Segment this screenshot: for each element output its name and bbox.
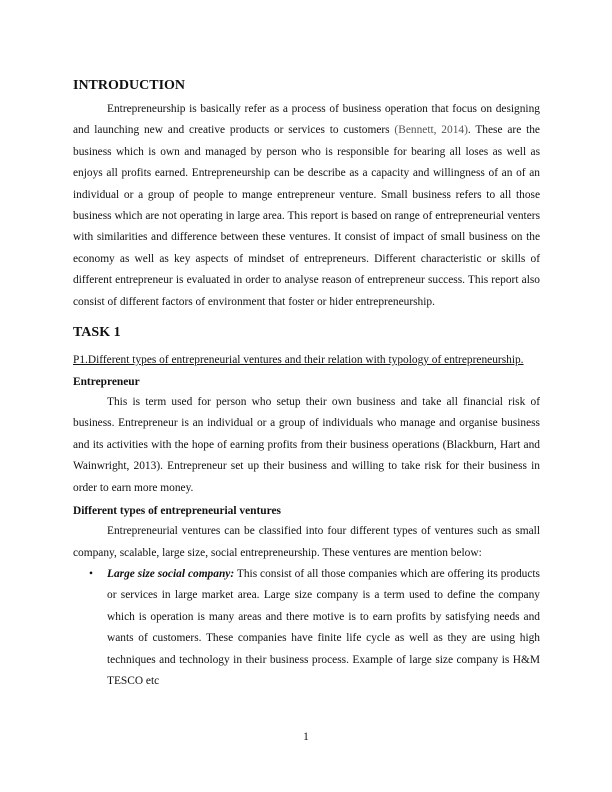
ventures-list <box>73 564 540 692</box>
intro-text-start: Entrepreneurship is basically refer as a process of business operation that focus on designing and launching new and creative products or services to customers <box>73 103 540 137</box>
document-page <box>73 76 540 692</box>
bullet-lead: Large size social company: <box>107 567 235 580</box>
intro-text-end: . These are the business which is own and managed by person who is responsible for bearing all loses as well as enjoys all profits earned. Entrepreneurship can be describe as a capacity and willingness of an of an individual or a group of people to mange entrepreneur venture. Small business refers to all those business which are not operating in large area. This report is based on range of entrepreneurial venters with similarities and difference between these ventures. It consist of impact of small business on the economy as well as key aspects of mindset of entrepreneurs. Different characteristic or skills of different entrepreneur is evaluated in order to analyse reason of entrepreneur success. This report also consist of different factors of environment that foster or hider entrepreneurship. <box>73 124 540 308</box>
citation-bennett: (Bennett, 2014) <box>394 124 468 137</box>
list-item <box>73 564 540 692</box>
introduction-heading: INTRODUCTION <box>73 78 186 93</box>
types-paragraph: Entrepreneurial ventures can be classified into four different types of ventures such as small company, scalable, large size, social entrepreneurship. These ventures are mention below: <box>73 525 540 559</box>
introduction-paragraph <box>73 99 540 313</box>
page-number: 1 <box>303 731 309 743</box>
entrepreneur-heading: Entrepreneur <box>73 376 140 389</box>
task1-heading: TASK 1 <box>73 325 121 341</box>
types-heading: Different types of entrepreneurial ventures <box>73 505 281 518</box>
entrepreneur-paragraph: This is term used for person who setup their own business and take all financial risk of business. Entrepreneur is an individual or a group of individuals who manage and organise business and its activities with the hope of earning profits from their business operations (Blackburn, Hart and Wainwright, 2013). Entrepreneur set up their business and willing to take risk for their business in order to earn more money. <box>73 396 540 494</box>
bullet-text: This consist of all those companies which are offering its products or services in large market area. Large size company is a term used to define the company which is operation is many areas and there motive is to earn profits by satisfying needs and wants of customers. These companies have finite life cycle as well as they are using high techniques and technology in their business process. Example of large size company is H&M TESCO etc <box>107 567 540 687</box>
p1-title: P1.Different types of entrepreneurial ventures and their relation with typology of entrepreneurship. <box>73 354 524 367</box>
bullet-icon: • <box>89 567 93 580</box>
